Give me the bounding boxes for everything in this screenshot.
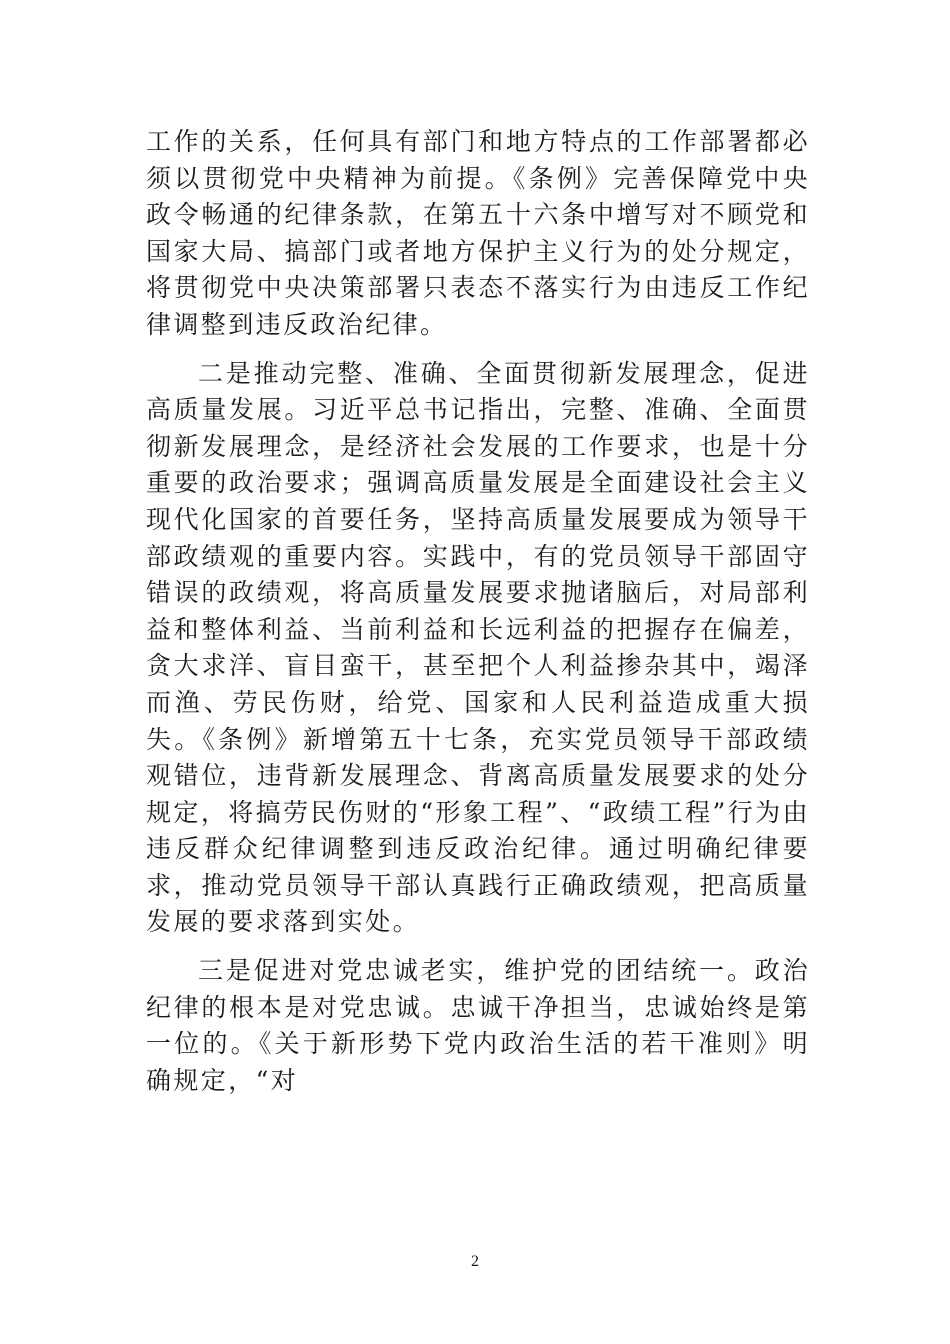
paragraph-1: 工作的关系，任何具有部门和地方特点的工作部署都必须以贯彻党中央精神为前提。《条例》完善保障党中央政令畅通的纪律条款，在第五十六条中增写对不顾党和国家大局、搞部门或者地方保护主义行为的处分规定，将贯彻党中央决策部署只表态不落实行为由违反工作纪律调整到违反政治纪律。: [146, 127, 810, 339]
page-number: 2: [471, 1253, 479, 1270]
body-text: [146, 124, 810, 1099]
paragraph-3: 三是促进对党忠诚老实，维护党的团结统一。政治纪律的根本是对党忠诚。忠诚干净担当，忠诚始终是第一位的。《关于新形势下党内政治生活的若干准则》明确规定，“对: [146, 956, 810, 1095]
paragraph-2: 二是推动完整、准确、全面贯彻新发展理念，促进高质量发展。习近平总书记指出，完整、准确、全面贯彻新发展理念，是经济社会发展的工作要求，也是十分重要的政治要求；强调高质量发展是全面建设社会主义现代化国家的首要任务，坚持高质量发展要成为领导干部政绩观的重要内容。实践中，有的党员领导干部固守错误的政绩观，将高质量发展要求抛诸脑后，对局部利益和整体利益、当前利益和长远利益的把握存在偏差，贪大求洋、盲目蛮干，甚至把个人利益掺杂其中，竭泽而渔、劳民伤财，给党、国家和人民利益造成重大损失。《条例》新增第五十七条，充实党员领导干部政绩观错位，违背新发展理念、背离高质量发展要求的处分规定，将搞劳民伤财的“形象工程”、“政绩工程”行为由违反群众纪律调整到违反政治纪律。通过明确纪律要求，推动党员领导干部认真践行正确政绩观，把高质量发展的要求落到实处。: [146, 358, 810, 937]
